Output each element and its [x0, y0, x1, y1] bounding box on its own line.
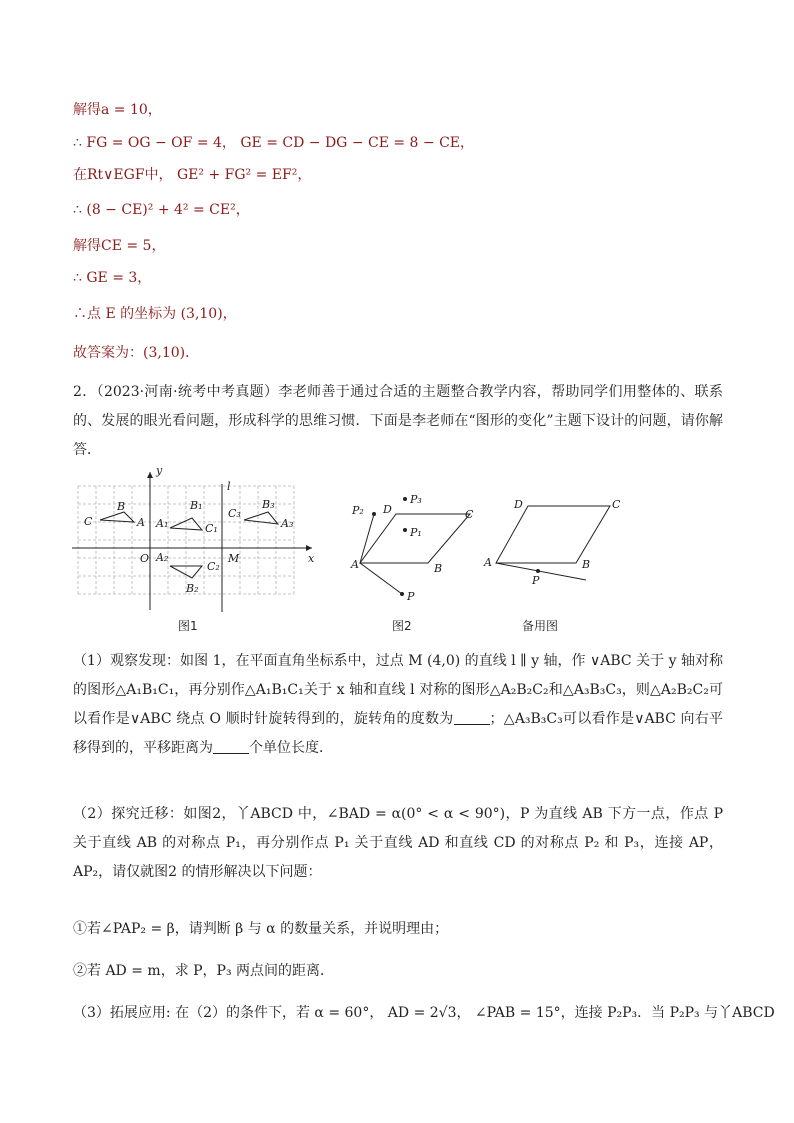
b3-label: B₃ — [262, 498, 275, 511]
fig2-a-label: A — [351, 558, 359, 571]
spare-parallelogram-abcd — [496, 506, 610, 563]
figures-row — [72, 462, 732, 642]
point-p3 — [403, 497, 407, 501]
fig2-p2-label: P₂ — [352, 504, 364, 517]
fig2-caption: 图2 — [392, 619, 412, 633]
b1-label: B₁ — [190, 499, 203, 512]
translation-distance-blank[interactable] — [213, 739, 249, 754]
question-1-end: 个单位长度． — [249, 740, 333, 756]
figure-2 — [350, 493, 474, 633]
c1-label: C₁ — [205, 522, 218, 535]
fig3-a-label: A — [484, 556, 492, 569]
a1-label: A₁ — [156, 517, 169, 530]
triangle-abc — [100, 512, 134, 522]
origin-label: O — [140, 552, 150, 565]
solution-line-3: 在Rt∨EGF中， GE² + FG² = EF²， — [73, 167, 312, 183]
a-label: A — [137, 516, 145, 529]
x-axis-arrow-icon — [306, 545, 312, 551]
b2-label: B₂ — [186, 582, 199, 595]
problem-intro: 2．（2023·河南·统考中考真题）李老师善于通过合适的主题整合教学内容，帮助同学们用整体的、联系的、发展的眼光看问题，形成科学的思维习惯．下面是李老师在“图形的变化”主题下设计的问题，请你解答． — [73, 384, 723, 458]
a2-label: A₂ — [156, 551, 169, 564]
fig3-c-label: C — [612, 498, 621, 511]
x-axis-label: x — [308, 552, 315, 565]
question-1-text: （1）观察发现：如图 1，在平面直角坐标系中，过点 M (4,0) 的直线 l ∥ y 轴，作 ∨ABC 关于 y 轴对称的图形△A₁B₁C₁，再分别作△A₁B₁C₁关于 x 轴和直线 l 对称的图形△A₂B₂C₂和△A₃B₃C₃，则△A₂B₂C₂可以看作是∨ABC 绕点 O 顺时针旋转得到的，旋转角的度数为 — [73, 653, 723, 727]
point-p1 — [403, 528, 407, 532]
y-axis-label: y — [156, 464, 163, 477]
question-2a: ①若∠PAP₂ = β，请判断 β 与 α 的数量关系，并说明理由； — [73, 921, 449, 937]
spare-ray-ap — [496, 563, 586, 580]
point-p — [400, 592, 404, 596]
solution-line-2: ∴ FG = OG − OF = 4， GE = CD − DG − CE = 8 − CE， — [73, 135, 475, 151]
solution-line-6: ∴ GE = 3， — [73, 270, 152, 286]
c3-label: C₃ — [228, 507, 241, 520]
c2-label: C₂ — [207, 560, 220, 573]
segment-ap2 — [360, 514, 374, 563]
figure-3 — [483, 498, 621, 633]
fig3-caption: 备用图 — [522, 619, 559, 633]
fig2-p1-label: P₁ — [410, 526, 422, 539]
question-3: （3）拓展应用: 在（2）的条件下，若 α = 60°， AD = 2√3， ∠PAB = 15°，连接 P₂P₃．当 P₂P₃ 与丫ABCD — [73, 1005, 775, 1021]
answer-line: 故答案为：(3,10)． — [73, 345, 200, 361]
fig3-p-label: P — [532, 574, 540, 587]
c-label: C — [84, 515, 93, 528]
a3-label: A₃ — [281, 517, 294, 530]
question-1-mid: ；△A₃B₃C₃可以看作是∨ABC 向右平移得到的，平移距离为 — [73, 711, 723, 756]
fig2-p-label: P — [407, 590, 415, 603]
solution-line-4: ∴ (8 − CE)² + 4² = CE²， — [73, 202, 250, 218]
solution-line-5: 解得CE = 5， — [73, 238, 166, 254]
fig2-c-label: C — [465, 508, 474, 521]
fig3-d-label: D — [514, 498, 523, 511]
fig2-d-label: D — [383, 503, 392, 516]
figure-1 — [72, 464, 315, 633]
fig2-b-label: B — [434, 562, 443, 575]
rotation-angle-blank[interactable] — [454, 710, 490, 725]
question-1 — [73, 647, 723, 763]
b-label: B — [117, 500, 126, 513]
question-2: （2）探究迁移：如图2，丫ABCD 中，∠BAD = α(0° < α < 90°)，P 为直线 AB 下方一点，作点 P 关于直线 AB 的对称点 P₁，再分别作点 P₁ 关于直线 AD 和直线 CD 的对称点 P₂ 和 P₃，连接 AP，AP₂，请仅就图2 的情形解决以下问题： — [73, 806, 723, 880]
solution-line-7: ∴点 E 的坐标为 (3,10)， — [73, 306, 237, 322]
question-2b: ②若 AD = m，求 P，P₃ 两点间的距离． — [73, 963, 335, 979]
point-p2 — [372, 512, 376, 516]
solution-line-1: 解得a = 10， — [73, 102, 162, 118]
l-label: l — [227, 480, 231, 493]
fig3-b-label: B — [582, 558, 591, 571]
fig2-p3-label: P₃ — [410, 493, 422, 506]
spare-point-p — [536, 569, 540, 573]
segment-ap — [360, 563, 402, 594]
fig1-caption: 图1 — [178, 619, 198, 633]
m-label: M — [228, 552, 240, 565]
y-axis-arrow-icon — [147, 472, 153, 478]
